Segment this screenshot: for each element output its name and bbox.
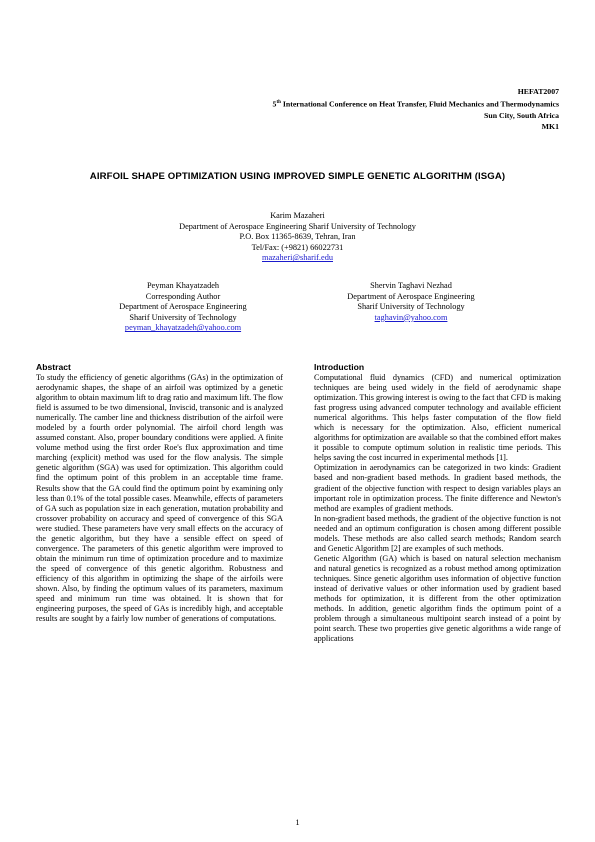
author-right-block bbox=[296, 281, 526, 323]
introduction-paragraph: In non-gradient based methods, the gradient of the objective function is not needed and an optimum configuration is chosen among different possible models. These methods are also called search methods; Random search and Genetic Algorithm [2] are examples of such methods. bbox=[314, 513, 561, 553]
main-author-name: Karim Mazaheri bbox=[270, 211, 325, 220]
author-left-name: Peyman Khayatzadeh bbox=[146, 281, 220, 290]
conference-ordinal-suffix: th bbox=[276, 100, 281, 105]
author-left-univ: Sharif University of Technology bbox=[129, 312, 237, 322]
paper-title: AIRFOIL SHAPE OPTIMIZATION USING IMPROVED SIMPLE GENETIC ALGORITHM (ISGA) bbox=[89, 171, 506, 182]
conference-id: HEFAT2007 bbox=[517, 87, 559, 96]
main-author-dept: Department of Aerospace Engineering Sharif University of Technology bbox=[179, 221, 416, 231]
conference-ordinal: 5 bbox=[272, 99, 277, 109]
author-right-email-link[interactable]: taghavin@yahoo.com bbox=[374, 312, 448, 322]
conference-name bbox=[273, 97, 559, 110]
abstract-heading: Abstract bbox=[36, 362, 71, 372]
abstract-column bbox=[36, 362, 283, 624]
author-left-block bbox=[68, 281, 298, 334]
main-author-phone: Tel/Fax: (+9821) 66022731 bbox=[251, 242, 344, 252]
main-author-block bbox=[0, 211, 595, 264]
main-author-address: P.O. Box 11365-8639, Tehran, Iran bbox=[239, 232, 356, 242]
introduction-paragraph: Genetic Algorithm (GA) which is based on natural selection mechanism and natural genetics is recognized as a robust method among optimization techniques. Since genetic algorithm uses information of objective function instead of derivative values or other information used by gradient based methods for optimization, it is different from the other optimization methods. In addition, genetic algorithm finds the optimum point of a problem through a simultaneous multipoint search instead of a point by point search. These two properties give genetic algorithms a wide range of applications bbox=[314, 553, 561, 644]
introduction-heading: Introduction bbox=[314, 362, 365, 372]
introduction-column bbox=[314, 362, 561, 644]
author-left-dept: Department of Aerospace Engineering bbox=[119, 302, 247, 312]
author-left-email-link[interactable]: peyman_khayatzadeh@yahoo.com bbox=[124, 323, 242, 333]
paper-id: MK1 bbox=[541, 121, 559, 131]
introduction-paragraph: Optimization in aerodynamics can be categorized in two kinds: Gradient based and non-gradient based methods. In gradient based methods, the gradient of the objective function with respect to design variables plays an important role in optimization process. The finite difference and Newton's method are examples of gradient methods. bbox=[314, 463, 561, 513]
abstract-text: To study the efficiency of genetic algorithms (GAs) in the optimization of aerodynamic shapes, the shape of an airfoil was optimized by a genetic algorithm to obtain maximum lift to drag ratio and maximum lift. The flow field is assumed to be two dimensional, Inviscid, transonic and is analyzed numerically. The camber line and thickness distribution of the airfoil were modeled by a fourth order polynomial. The airfoil chord length was assumed constant. Also, proper boundary conditions were applied. A finite volume method using the first order Roe's flux approximation and time marching (explicit) method was used for the flow analysis. The simple genetic algorithm (SGA) was used for optimization. This algorithm could find the optimum point of this problem in an acceptable time frame. Results show that the GA could find the optimum point by examining only less than 0.1% of the total possible cases. Meanwhile, effects of parameters of GA such as population size in each generation, mutation probability and crossover probability on accuracy and speed of convergence of this SGA were studied. These parameters have very small effects on the accuracy of the genetic algorithm, but they have a sensible effect on speed of convergence. The parameters of this genetic algorithm were improved to obtain the minimum run time of optimization procedure and to maximize the speed of convergence of this genetic algorithm. Robustness and efficiency of this algorithm in optimizing the shape of the airfoils were shown. Also, by finding the optimum values of its parameters, maximum speed and minimum run time was obtained. It is shown that for engineering purposes, the speed of GAs is incredibly high, and acceptable results are sought by a fairly low number of generations of computations. bbox=[36, 373, 283, 624]
conference-header bbox=[273, 86, 559, 132]
author-right-univ: Sharif University of Technology bbox=[357, 302, 465, 312]
author-right-name: Shervin Taghavi Nezhad bbox=[370, 281, 452, 290]
main-author-email-link[interactable]: mazaheri@sharif.edu bbox=[262, 253, 333, 263]
author-left-role: Corresponding Author bbox=[145, 291, 221, 301]
page-number: 1 bbox=[295, 817, 300, 827]
conference-title: International Conference on Heat Transfer, Fluid Mechanics and Thermodynamics bbox=[280, 99, 559, 109]
conference-location: Sun City, South Africa bbox=[484, 110, 559, 120]
author-right-dept: Department of Aerospace Engineering bbox=[347, 291, 475, 301]
introduction-paragraph: Computational fluid dynamics (CFD) and numerical optimization techniques are being used widely in the field of aerodynamic shape optimization. This growing interest is owing to the fact that CFD is making fast progress using advanced computer technology and available efficient numerical algorithms. This helps faster computation of the flow field which is necessary for the optimization. Also, efficient numerical algorithms for optimization are available so that the combined effort makes it possible to compute optimum solution in realistic time periods. This helps saving the cost incurred in experimental methods [1]. bbox=[314, 373, 561, 463]
